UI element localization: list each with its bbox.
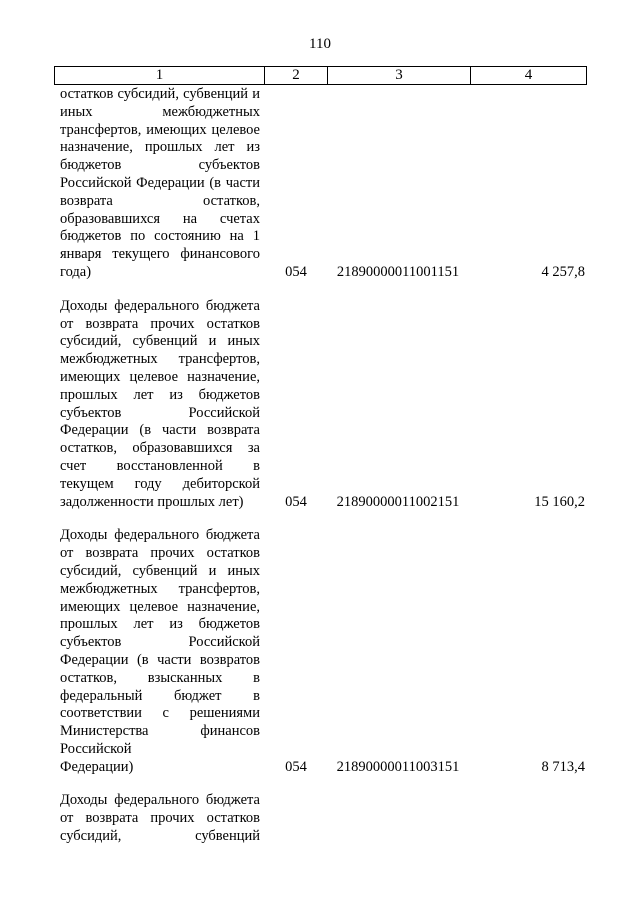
table-header <box>54 66 587 85</box>
row-description <box>60 298 260 512</box>
row-budget-class-code: 21890000011001151 <box>336 263 460 280</box>
row-description-text: Доходы федерального бюджета от возврата прочих остатков субсидий, субвенций <box>60 792 260 845</box>
header-col-3: 3 <box>328 67 471 84</box>
row-admin-code: 054 <box>285 493 307 510</box>
row-budget-class-code: 21890000011003151 <box>336 758 460 775</box>
row-description-last-line: года) <box>60 263 92 280</box>
table-row <box>0 86 640 282</box>
row-description-text: остатков субсидий, субвенций и иных межбюджетных трансфертов, имеющих целевое назначение, прошлых лет из бюджетов субъектов Российской Федерации (в части возврата остатков, образовавшихся на счетах бюджетов по состоянию на 1 января текущего финансового <box>60 86 260 263</box>
row-description <box>60 792 260 845</box>
row-description-last-line: задолженности прошлых лет) <box>60 493 244 510</box>
row-description-text: Доходы федерального бюджета от возврата прочих остатков субсидий, субвенций и иных межбюджетных трансфертов, имеющих целевое назначение, прошлых лет из бюджетов субъектов Российской Федерации (в части возврата остатков, образовавшихся за счет восстановленной в текущем году дебиторской <box>60 297 260 492</box>
row-amount: 4 257,8 <box>541 263 585 280</box>
row-description-last-line: Федерации) <box>60 758 134 775</box>
row-admin-code: 054 <box>285 263 307 280</box>
table-row <box>0 527 640 776</box>
header-col-4: 4 <box>524 67 533 83</box>
page-number: 110 <box>309 36 331 52</box>
header-col-1: 1 <box>55 67 265 84</box>
table-body <box>0 86 640 846</box>
row-description <box>60 527 260 776</box>
header-col-2: 2 <box>265 67 328 84</box>
table-row <box>0 298 640 512</box>
row-amount: 15 160,2 <box>534 493 585 510</box>
table-row <box>0 792 640 845</box>
row-description-text: Доходы федерального бюджета от возврата прочих остатков субсидий, субвенций и иных межбюджетных трансфертов, имеющих целевое назначение, прошлых лет из бюджетов субъектов Российской Федерации (в части возвратов остатков, взысканных в федеральный бюджет в соответствии с решениями Министерства финансов Российской <box>60 527 260 757</box>
row-budget-class-code: 21890000011002151 <box>336 493 460 510</box>
row-description <box>60 86 260 282</box>
row-admin-code: 054 <box>285 758 307 775</box>
row-amount: 8 713,4 <box>541 758 585 775</box>
